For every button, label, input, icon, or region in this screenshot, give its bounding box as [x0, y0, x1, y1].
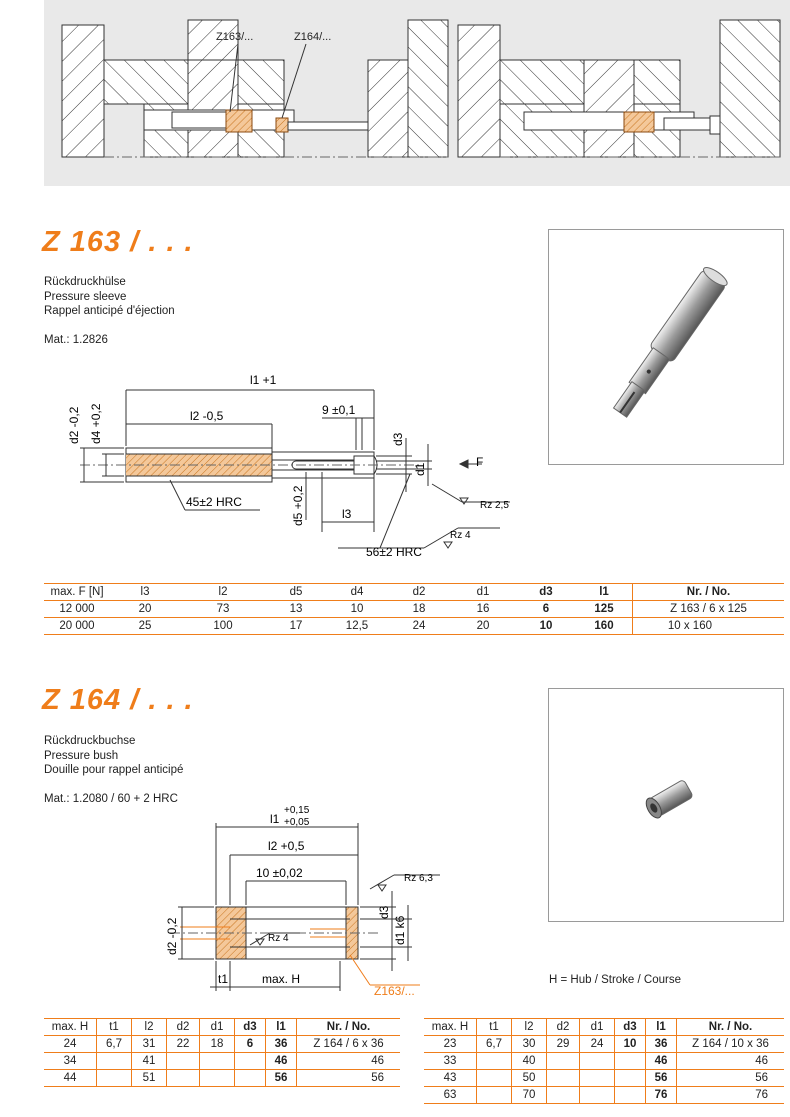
z163-product-photo — [548, 229, 784, 465]
col-d1: d1 — [580, 1019, 615, 1036]
cell: 12,5 — [326, 618, 388, 635]
col-d3: d3 — [615, 1019, 646, 1036]
cell — [235, 1070, 266, 1087]
dim-l1-tol-top: +0,15 — [284, 805, 310, 816]
cell: 56 — [297, 1070, 401, 1087]
z164-spec-table-right — [424, 1018, 784, 1104]
col-d3: d3 — [516, 584, 576, 601]
cell: 33 — [424, 1053, 477, 1070]
cell — [615, 1053, 646, 1070]
table-row — [44, 601, 784, 618]
cell: 41 — [132, 1053, 167, 1070]
z163-desc-fr: Rappel anticipé d'éjection — [44, 305, 175, 317]
col-d5: d5 — [266, 584, 326, 601]
dim-l2: l2 -0,5 — [190, 409, 224, 423]
dim-l3: l3 — [342, 507, 352, 521]
cell: 46 — [646, 1053, 677, 1070]
cell: 10 x 160 — [633, 618, 785, 635]
cell: 76 — [677, 1087, 785, 1104]
cell: 31 — [132, 1036, 167, 1053]
z163-technical-drawing — [40, 360, 530, 570]
z163-description — [44, 275, 175, 319]
col-nr: Nr. / No. — [297, 1019, 401, 1036]
col-l1: l1 — [646, 1019, 677, 1036]
cell: 43 — [424, 1070, 477, 1087]
cell: 56 — [646, 1070, 677, 1087]
roughness-rz4: Rz 4 — [450, 530, 471, 541]
dim-d1k6: d1 k6 — [393, 915, 407, 945]
col-l2: l2 — [132, 1019, 167, 1036]
cell: 46 — [677, 1053, 785, 1070]
z164-spec-table-left — [44, 1018, 400, 1087]
ref-z163: Z163/... — [374, 984, 415, 998]
col-l3: l3 — [110, 584, 180, 601]
z163-desc-en: Pressure sleeve — [44, 290, 127, 303]
dim-d2: d2 -0,2 — [67, 406, 81, 444]
cell — [200, 1070, 235, 1087]
cell: 34 — [44, 1053, 97, 1070]
assembly-drawing — [44, 0, 790, 186]
cell: 73 — [180, 601, 266, 618]
table-row — [44, 1036, 400, 1053]
dim-l1: l1 +1 — [250, 373, 277, 387]
cell: 25 — [110, 618, 180, 635]
dim-l1: l1 — [270, 812, 280, 826]
cell — [615, 1087, 646, 1104]
roughness-rz63: Rz 6,3 — [404, 873, 433, 884]
cell: 76 — [646, 1087, 677, 1104]
dim-l2: l2 +0,5 — [268, 839, 305, 853]
cell — [547, 1070, 580, 1087]
cell: Z 163 / 6 x 125 — [633, 601, 785, 618]
force-f: F — [476, 455, 484, 469]
table-row — [424, 1087, 784, 1104]
z163-table-header — [44, 584, 784, 601]
cell: 10 — [516, 618, 576, 635]
z163-desc-de: Rückdruckhülse — [44, 276, 126, 288]
cell — [580, 1087, 615, 1104]
col-l2: l2 — [180, 584, 266, 601]
table-row — [44, 1053, 400, 1070]
z164-right-table-header — [424, 1019, 784, 1036]
cell — [477, 1053, 512, 1070]
col-t1: t1 — [97, 1019, 132, 1036]
cell: 24 — [388, 618, 450, 635]
dim-d2: d2 -0,2 — [165, 917, 179, 955]
cell — [167, 1053, 200, 1070]
cell: 24 — [44, 1036, 97, 1053]
col-d2: d2 — [547, 1019, 580, 1036]
cell: 56 — [266, 1070, 297, 1087]
cell: 160 — [576, 618, 633, 635]
cell: 10 — [615, 1036, 646, 1053]
col-t1: t1 — [477, 1019, 512, 1036]
dim-d1: d1 — [413, 462, 427, 476]
z164-desc-fr: Douille pour rappel anticipé — [44, 764, 184, 776]
cell: 56 — [677, 1070, 785, 1087]
cell — [477, 1087, 512, 1104]
hardness-45: 45±2 HRC — [186, 495, 242, 509]
cell: 6 — [516, 601, 576, 618]
col-d1: d1 — [200, 1019, 235, 1036]
cell: 40 — [512, 1053, 547, 1070]
col-l1: l1 — [576, 584, 633, 601]
col-l1: l1 — [266, 1019, 297, 1036]
z163-spec-table — [44, 583, 784, 635]
dim-d5: d5 +0,2 — [291, 485, 305, 526]
cell: 20 000 — [44, 618, 110, 635]
cell — [200, 1053, 235, 1070]
cell: 6,7 — [477, 1036, 512, 1053]
cell: 100 — [180, 618, 266, 635]
roughness-rz25: Rz 2,5 — [480, 500, 509, 511]
col-d3: d3 — [235, 1019, 266, 1036]
col-maxf: max. F [N] — [44, 584, 110, 601]
cell — [97, 1053, 132, 1070]
table-row — [424, 1070, 784, 1087]
z164-desc-de: Rückdruckbuchse — [44, 735, 136, 747]
cell: 17 — [266, 618, 326, 635]
cell: 36 — [646, 1036, 677, 1053]
dim-d3: d3 — [377, 905, 391, 919]
dim-t1: t1 — [218, 972, 229, 986]
cell: 12 000 — [44, 601, 110, 618]
col-l2: l2 — [512, 1019, 547, 1036]
dim-10: 10 ±0,02 — [256, 866, 303, 880]
cell: 70 — [512, 1087, 547, 1104]
dim-d4: d4 +0,2 — [89, 403, 103, 444]
table-row — [44, 618, 784, 635]
cell: 13 — [266, 601, 326, 618]
cell — [547, 1053, 580, 1070]
z164-left-table-header — [44, 1019, 400, 1036]
cell: 22 — [167, 1036, 200, 1053]
cell: 6 — [235, 1036, 266, 1053]
cell — [167, 1070, 200, 1087]
col-d2: d2 — [388, 584, 450, 601]
dim-l1-tol-bot: +0,05 — [284, 817, 310, 828]
cell: 50 — [512, 1070, 547, 1087]
cell: 51 — [132, 1070, 167, 1087]
cell: 29 — [547, 1036, 580, 1053]
z164-technical-drawing — [150, 795, 450, 1000]
cell: Z 164 / 6 x 36 — [297, 1036, 401, 1053]
col-nr: Nr. / No. — [633, 584, 785, 601]
col-d4: d4 — [326, 584, 388, 601]
cell — [97, 1070, 132, 1087]
cell: 10 — [326, 601, 388, 618]
col-d2: d2 — [167, 1019, 200, 1036]
dim-d3: d3 — [391, 432, 405, 446]
cell — [580, 1070, 615, 1087]
label-z164: Z164/... — [294, 31, 332, 43]
z164-title: Z 164 / . . . — [42, 684, 194, 716]
cell: 46 — [266, 1053, 297, 1070]
pressure-sleeve-image — [549, 230, 783, 464]
col-maxh: max. H — [44, 1019, 97, 1036]
z163-title: Z 163 / . . . — [42, 226, 194, 258]
cell: 44 — [44, 1070, 97, 1087]
table-row — [424, 1053, 784, 1070]
pressure-bush-image — [549, 689, 783, 921]
cell — [547, 1087, 580, 1104]
cell: 36 — [266, 1036, 297, 1053]
roughness-rz4: Rz 4 — [268, 933, 289, 944]
dim-maxh: max. H — [262, 972, 301, 986]
cell: Z 164 / 10 x 36 — [677, 1036, 785, 1053]
dim-9: 9 ±0,1 — [322, 403, 356, 417]
col-nr: Nr. / No. — [677, 1019, 785, 1036]
z163-material: Mat.: 1.2826 — [44, 334, 108, 346]
z164-desc-en: Pressure bush — [44, 749, 119, 762]
cell: 20 — [110, 601, 180, 618]
cell: 23 — [424, 1036, 477, 1053]
cell: 24 — [580, 1036, 615, 1053]
hardness-56: 56±2 HRC — [366, 545, 422, 559]
z164-material: Mat.: 1.2080 / 60 + 2 HRC — [44, 793, 178, 805]
col-maxh: max. H — [424, 1019, 477, 1036]
assembly-svg — [44, 0, 790, 186]
cell: 18 — [388, 601, 450, 618]
cell: 6,7 — [97, 1036, 132, 1053]
cell — [235, 1053, 266, 1070]
cell: 18 — [200, 1036, 235, 1053]
col-d1: d1 — [450, 584, 516, 601]
table-row — [424, 1036, 784, 1053]
cell: 125 — [576, 601, 633, 618]
cell: 16 — [450, 601, 516, 618]
z164-product-photo — [548, 688, 784, 922]
cell: 30 — [512, 1036, 547, 1053]
cell — [477, 1070, 512, 1087]
stroke-note: H = Hub / Stroke / Course — [549, 974, 681, 986]
table-row — [44, 1070, 400, 1087]
cell: 46 — [297, 1053, 401, 1070]
z164-description — [44, 734, 183, 778]
label-z163: Z163/... — [216, 31, 254, 43]
cell — [615, 1070, 646, 1087]
cell: 63 — [424, 1087, 477, 1104]
cell — [580, 1053, 615, 1070]
cell: 20 — [450, 618, 516, 635]
